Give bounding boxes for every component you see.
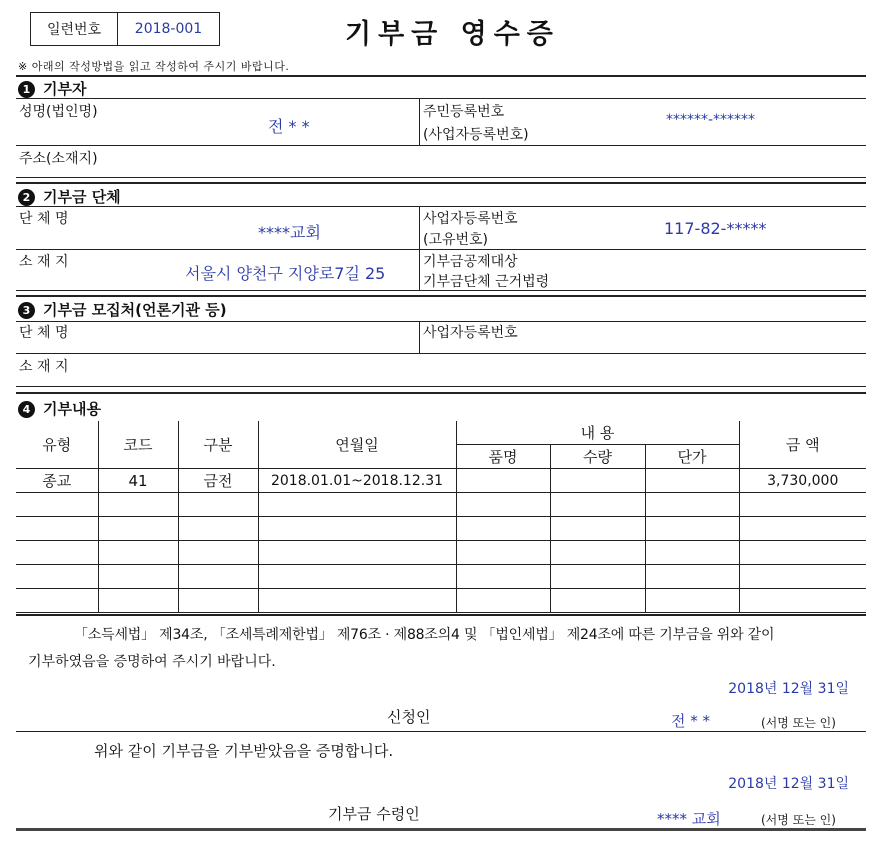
donor-id-value: ******-****** <box>666 112 756 128</box>
cell-category: 금전 <box>178 469 258 493</box>
org-biz-label: 사업자등록번호 <box>423 211 518 227</box>
donor-id-label-sub: (사업자등록번호) <box>423 127 529 143</box>
table-row <box>16 589 866 613</box>
serial-number-box <box>30 12 220 46</box>
header-type: 유형 <box>16 421 98 469</box>
cell-amount <box>739 541 866 565</box>
confirmation-text: 위와 같이 기부금을 기부받았음을 증명합니다. <box>94 742 394 760</box>
cell-date <box>258 541 456 565</box>
donor-name-value: 전 * * <box>268 117 310 136</box>
cell-qty <box>550 565 645 589</box>
cell-date <box>258 517 456 541</box>
header-code: 코드 <box>98 421 178 469</box>
confirmation-date: 2018년 12월 31일 <box>728 776 849 792</box>
cell-qty <box>550 517 645 541</box>
cell-amount <box>739 517 866 541</box>
cell-type <box>16 541 98 565</box>
declaration-line-1: 「소득세법」 제34조, 「조세특례제한법」 제76조 · 제88조의4 및 「법인세법」 제24조에 따른 기부금을 위와 같이 <box>74 627 775 643</box>
header-amount: 금 액 <box>739 421 866 469</box>
header-qty: 수량 <box>550 445 645 469</box>
cell-date <box>258 589 456 613</box>
recipient-name: **** 교회 <box>657 810 721 828</box>
declaration-date: 2018년 12월 31일 <box>728 681 849 697</box>
table-row <box>16 517 866 541</box>
collector-name-label: 단 체 명 <box>19 325 69 341</box>
collector-biz-label: 사업자등록번호 <box>423 325 518 341</box>
cell-code <box>98 517 178 541</box>
header-category: 구분 <box>178 421 258 469</box>
header-date: 연월일 <box>258 421 456 469</box>
header-price: 단가 <box>645 445 739 469</box>
applicant-label: 신청인 <box>387 708 431 726</box>
donor-address-label: 주소(소재지) <box>19 151 98 167</box>
cell-code <box>98 589 178 613</box>
cell-category <box>178 589 258 613</box>
table-row <box>16 541 866 565</box>
section-org-title: 2 기부금 단체 <box>18 186 121 207</box>
cell-amount <box>739 589 866 613</box>
cell-price <box>645 541 739 565</box>
cell-code <box>98 541 178 565</box>
org-deduct-label-sub: 기부금단체 근거법령 <box>423 274 550 290</box>
cell-qty <box>550 589 645 613</box>
cell-qty <box>550 469 645 493</box>
cell-type <box>16 493 98 517</box>
cell-price <box>645 493 739 517</box>
cell-price <box>645 469 739 493</box>
cell-category <box>178 517 258 541</box>
cell-type <box>16 589 98 613</box>
cell-item <box>456 541 550 565</box>
org-deduct-label: 기부금공제대상 <box>423 254 518 270</box>
collector-location-label: 소 재 지 <box>19 359 69 375</box>
applicant-name: 전 * * <box>671 712 711 730</box>
cell-category <box>178 541 258 565</box>
declaration-line-2: 기부하였음을 증명하여 주시기 바랍니다. <box>28 654 276 670</box>
cell-amount <box>739 565 866 589</box>
cell-type <box>16 565 98 589</box>
donor-name-label: 성명(법인명) <box>19 104 98 120</box>
header-detail: 내 용 <box>456 421 739 445</box>
writing-notice: ※ 아래의 작성방법을 읽고 작성하여 주시기 바랍니다. <box>18 60 290 73</box>
cell-type: 종교 <box>16 469 98 493</box>
donor-id-label: 주민등록번호 <box>423 104 505 120</box>
org-name-label: 단 체 명 <box>19 211 69 227</box>
cell-item <box>456 517 550 541</box>
cell-qty <box>550 493 645 517</box>
cell-price <box>645 589 739 613</box>
table-row <box>16 565 866 589</box>
cell-date <box>258 565 456 589</box>
cell-date: 2018.01.01~2018.12.31 <box>258 469 456 493</box>
cell-date <box>258 493 456 517</box>
page-title: 기부금 영수증 <box>345 19 560 50</box>
serial-label: 일련번호 <box>31 13 118 45</box>
section-collector-title: 3 기부금 모집처(언론기관 등) <box>18 299 227 320</box>
header-item: 품명 <box>456 445 550 469</box>
cell-code <box>98 565 178 589</box>
cell-code <box>98 493 178 517</box>
org-name-value: ****교회 <box>258 223 321 242</box>
cell-item <box>456 589 550 613</box>
section-donor-title: 1 기부자 <box>18 78 86 99</box>
org-location-label: 소 재 지 <box>19 254 69 270</box>
org-biz-value: 117-82-***** <box>664 219 767 238</box>
cell-item <box>456 565 550 589</box>
serial-value: 2018-001 <box>134 21 203 37</box>
bottom-rule <box>16 828 866 831</box>
cell-qty <box>550 541 645 565</box>
cell-amount <box>739 493 866 517</box>
cell-type <box>16 517 98 541</box>
donation-table <box>16 421 866 613</box>
table-row <box>16 493 866 517</box>
org-location-value: 서울시 양천구 지양로7길 25 <box>185 264 386 283</box>
recipient-label: 기부금 수령인 <box>328 805 420 823</box>
table-row <box>16 469 866 493</box>
cell-item <box>456 493 550 517</box>
cell-price <box>645 517 739 541</box>
org-biz-label-sub: (고유번호) <box>423 232 489 248</box>
applicant-sign-label: (서명 또는 인) <box>761 716 836 730</box>
cell-category <box>178 565 258 589</box>
recipient-sign-label: (서명 또는 인) <box>761 813 836 827</box>
cell-amount: 3,730,000 <box>739 469 866 493</box>
cell-item <box>456 469 550 493</box>
cell-price <box>645 565 739 589</box>
section-content-title: 4 기부내용 <box>18 398 101 419</box>
cell-category <box>178 493 258 517</box>
cell-code: 41 <box>98 469 178 493</box>
